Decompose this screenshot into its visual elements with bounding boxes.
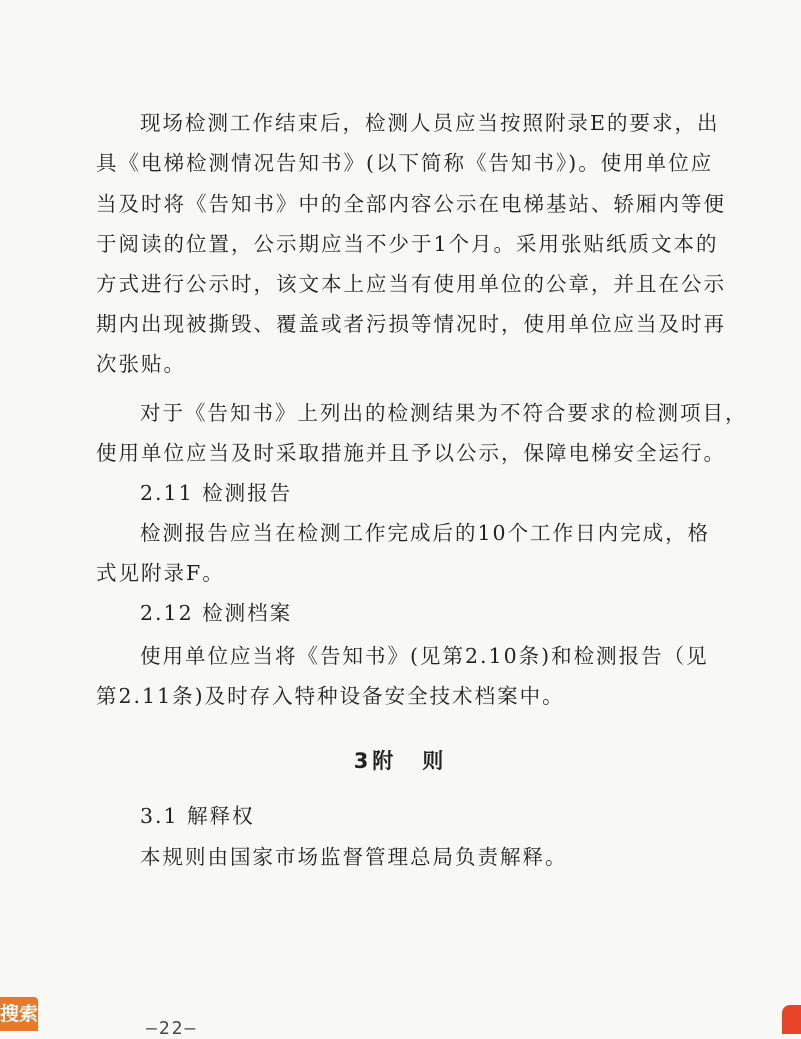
section-heading: 2.12 检测档案 [140,601,293,625]
paragraph-line: 对于《告知书》上列出的检测结果为不符合要求的检测项目， [140,401,748,425]
paragraph-line: 式见附录F。 [96,561,225,585]
paragraph-line: 方式进行公示时，该文本上应当有使用单位的公章，并且在公示 [96,272,726,296]
corner-badge-icon[interactable] [782,1005,801,1034]
paragraph-line: 本规则由国家市场监督管理总局负责解释。 [140,845,568,869]
page-number: —22— [146,1018,198,1039]
paragraph-line: 当及时将《告知书》中的全部内容公示在电梯基站、轿厢内等便 [96,192,726,216]
paragraph-line: 期内出现被撕毁、覆盖或者污损等情况时，使用单位应当及时再 [96,312,726,336]
paragraph-line: 于阅读的位置，公示期应当不少于1个月。采用张贴纸质文本的 [96,232,719,256]
search-badge[interactable]: 搜索 [0,997,38,1031]
paragraph-line: 具《电梯检测情况告知书》(以下简称《告知书》)。使用单位应 [96,151,714,175]
section-heading: 2.11 检测报告 [140,481,293,505]
paragraph-line: 现场检测工作结束后，检测人员应当按照附录E的要求，出 [140,111,720,135]
paragraph-line: 使用单位应当及时采取措施并且予以公示，保障电梯安全运行。 [96,441,726,465]
paragraph-line: 检测报告应当在检测工作完成后的10个工作日内完成，格 [140,521,711,545]
paragraph-line: 使用单位应当将《告知书》(见第2.10条)和检测报告（见 [140,644,709,668]
section-heading: 3.1 解释权 [140,804,255,828]
paragraph-line: 次张贴。 [96,352,186,376]
paragraph-line: 第2.11条)及时存入特种设备安全技术档案中。 [96,684,565,708]
chapter-heading: 3附 则 [353,749,448,773]
